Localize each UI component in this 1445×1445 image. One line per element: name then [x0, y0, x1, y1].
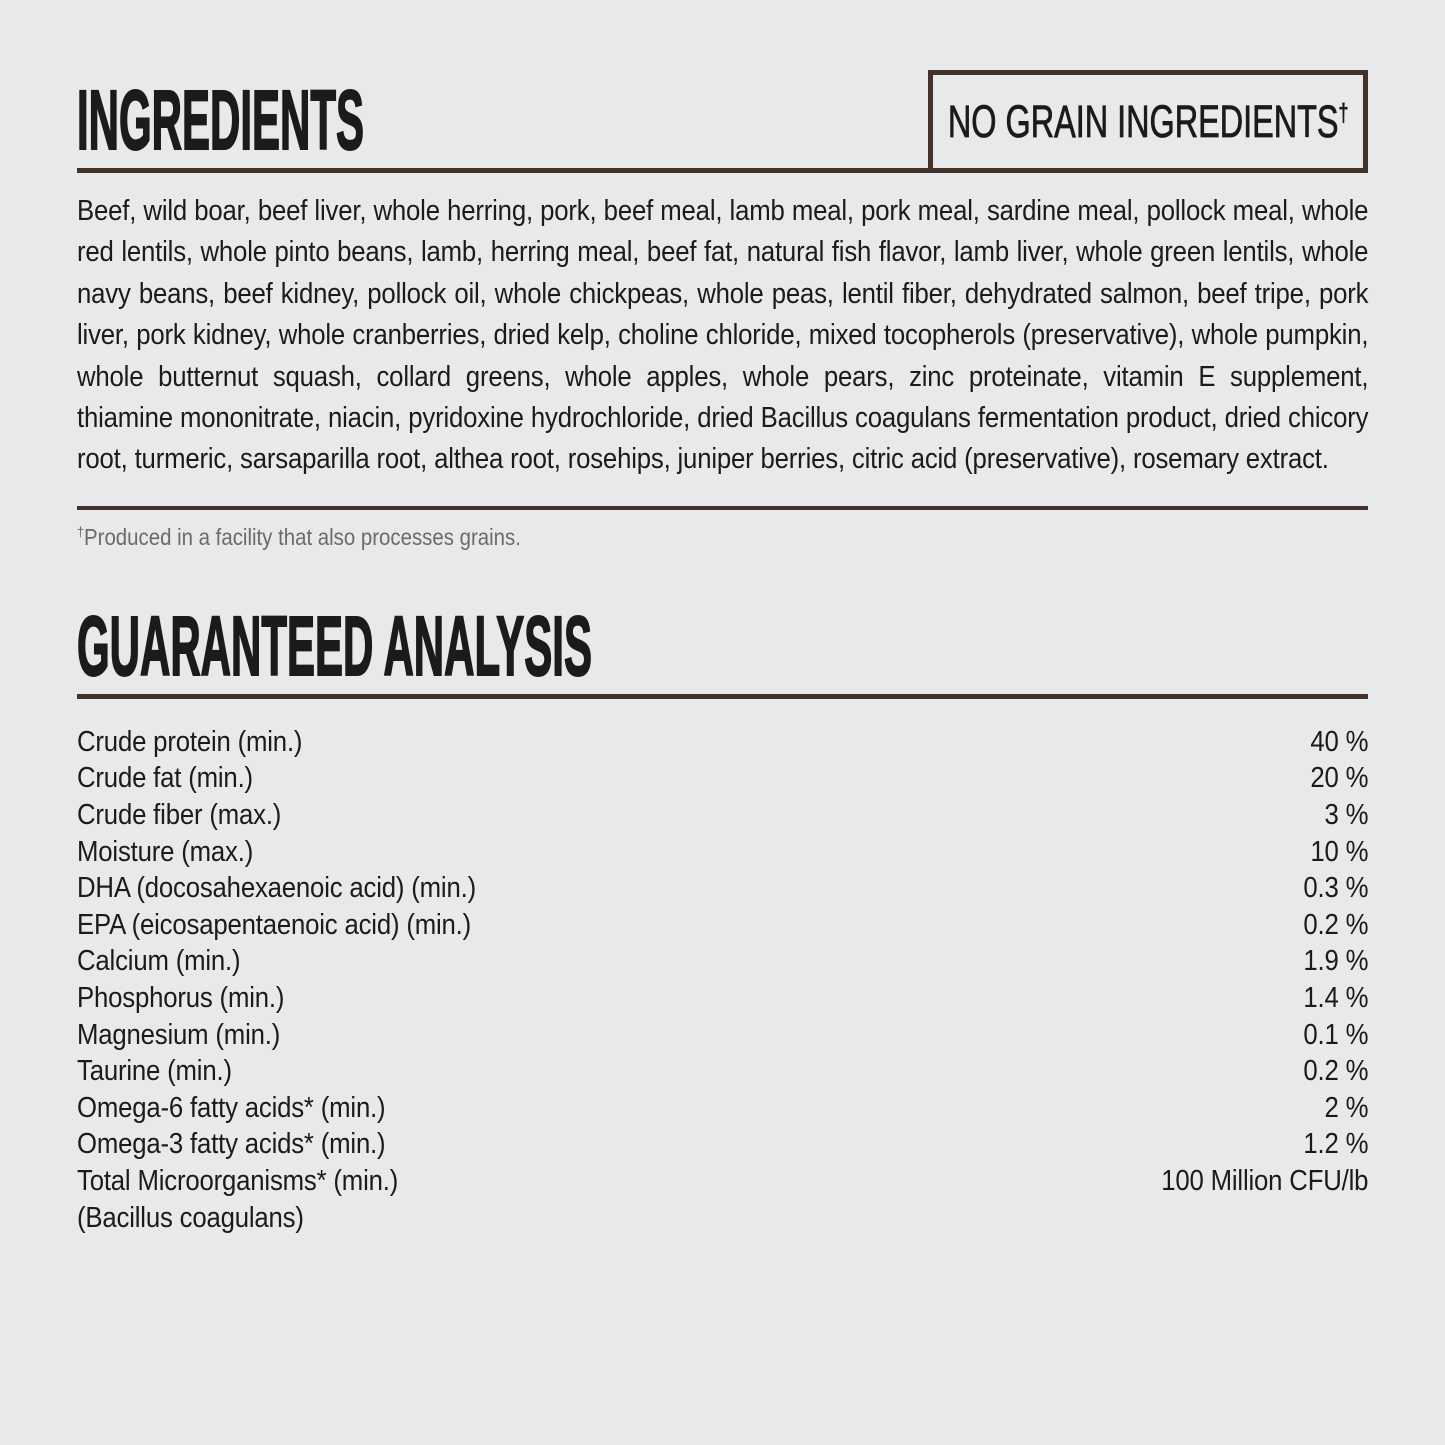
guaranteed-analysis-header — [77, 598, 1368, 699]
table-row — [77, 1090, 1368, 1127]
table-row — [77, 1200, 1368, 1237]
table-row — [77, 1163, 1368, 1200]
table-row — [77, 1053, 1368, 1090]
table-row — [77, 1017, 1368, 1054]
analysis-label: Crude protein (min.) — [77, 725, 303, 758]
no-grain-badge-text — [947, 96, 1349, 147]
table-row — [77, 797, 1368, 834]
table-row — [77, 943, 1368, 980]
analysis-value: 3 % — [1324, 799, 1369, 832]
analysis-label: Phosphorus (min.) — [77, 982, 285, 1014]
guaranteed-analysis-title: GUARANTEED ANALYSIS — [77, 598, 592, 693]
ingredients-paragraph: Beef, wild boar, beef liver, whole herring, pork, beef meal, lamb meal, pork meal, sardine meal, pollock meal, whole red lentils, whole pinto beans, lamb, herring meal, beef fat, natural fish flavor, lamb liver, whole green lentils, whole navy beans, beef kidney, pollock oil, whole chickpeas, whole peas, lentil fiber, dehydrated salmon, beef tripe, pork liver, pork kidney, whole cranberries, dried kelp, choline chloride, mixed tocopherols (preservative), whole pumpkin, whole butternut squash, collard greens, whole apples, whole pears, zinc proteinate, vitamin E supplement, thiamine mononitrate, niacin, pyridoxine hydrochloride, dried Bacillus coagulans fermentation product, dried chicory root, turmeric, sarsaparilla root, althea root, rosehips, juniper berries, citric acid (preservative), rosemary extract. — [77, 195, 1369, 476]
divider — [77, 506, 1368, 510]
ingredients-title: INGREDIENTS — [77, 73, 365, 167]
analysis-label: Crude fiber (max.) — [77, 799, 282, 832]
analysis-value: 0.1 % — [1303, 1018, 1369, 1051]
dagger-marker: † — [77, 524, 85, 541]
analysis-label: Taurine (min.) — [77, 1055, 232, 1088]
analysis-label: Omega-6 fatty acids* (min.) — [77, 1091, 386, 1124]
analysis-value: 40 % — [1310, 725, 1369, 758]
table-row — [77, 760, 1368, 797]
analysis-value: 10 % — [1310, 835, 1369, 868]
analysis-value: 2 % — [1324, 1091, 1369, 1124]
table-row — [77, 980, 1368, 1017]
no-grain-badge-label: NO GRAIN INGREDIENTS — [947, 96, 1339, 147]
dagger-marker: † — [1338, 100, 1349, 127]
table-row — [77, 907, 1368, 944]
analysis-label: Moisture (max.) — [77, 835, 254, 868]
no-grain-badge — [928, 70, 1368, 173]
analysis-value: 0.3 % — [1303, 872, 1369, 905]
analysis-label: Calcium (min.) — [77, 945, 241, 978]
footnote — [77, 522, 1368, 552]
analysis-label: (Bacillus coagulans) — [77, 1201, 304, 1234]
table-row — [77, 724, 1368, 761]
analysis-value: 0.2 % — [1303, 1055, 1369, 1088]
analysis-value: 100 Million CFU/lb — [1161, 1164, 1369, 1197]
table-row — [77, 834, 1368, 871]
table-row — [77, 1126, 1368, 1163]
analysis-label: Magnesium (min.) — [77, 1018, 281, 1051]
analysis-value: 1.4 % — [1303, 982, 1369, 1014]
analysis-label: DHA (docosahexaenoic acid) (min.) — [77, 872, 476, 905]
analysis-value: 0.2 % — [1303, 908, 1369, 941]
analysis-label: Total Microorganisms* (min.) — [77, 1164, 399, 1197]
ingredients-header — [77, 73, 1368, 173]
analysis-value: 1.2 % — [1303, 1128, 1369, 1161]
analysis-value: 20 % — [1310, 762, 1369, 795]
analysis-value: 1.9 % — [1303, 945, 1369, 978]
footnote-text: Produced in a facility that also processes grains. — [84, 523, 521, 550]
analysis-label: Omega-3 fatty acids* (min.) — [77, 1128, 386, 1161]
analysis-table — [77, 724, 1368, 1236]
analysis-label: EPA (eicosapentaenoic acid) (min.) — [77, 908, 472, 941]
table-row — [77, 870, 1368, 907]
analysis-label: Crude fat (min.) — [77, 762, 253, 795]
